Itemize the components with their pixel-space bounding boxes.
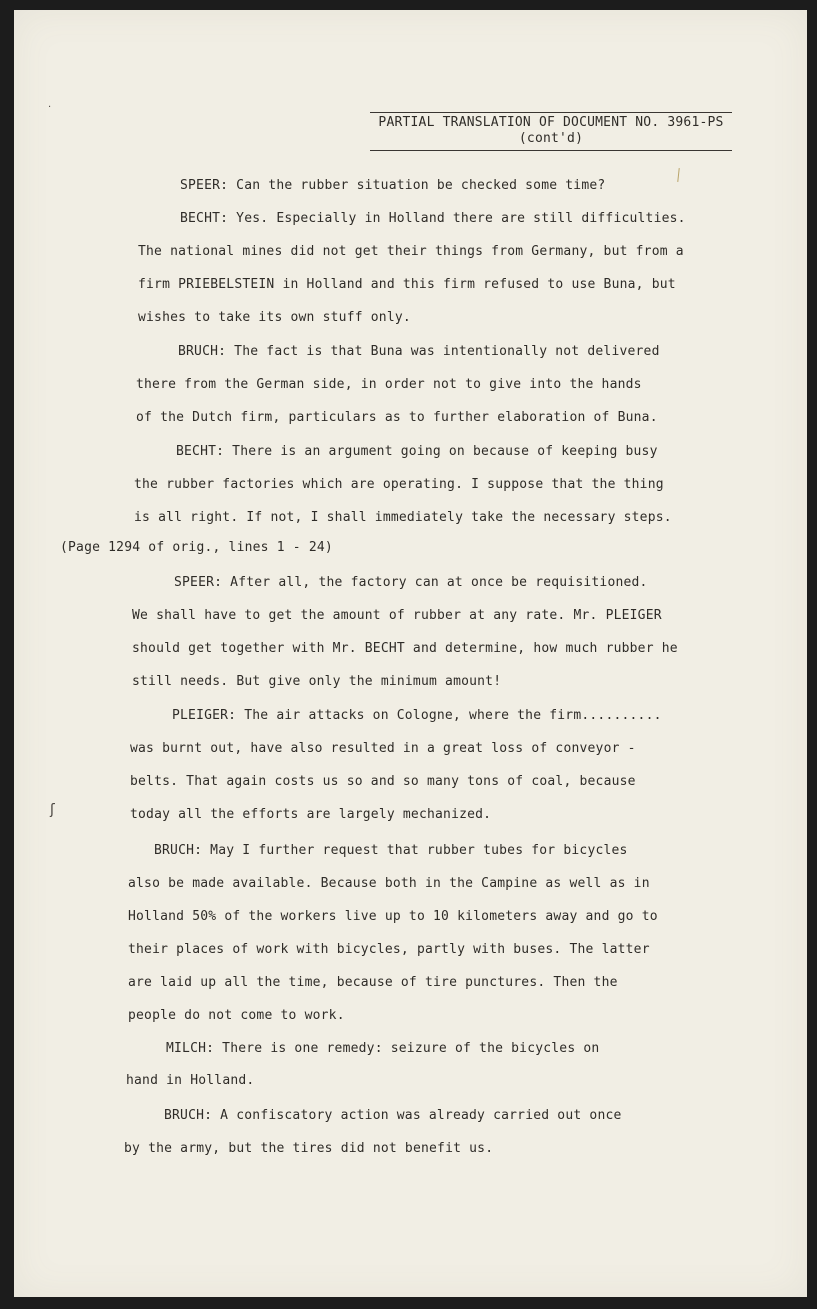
text-line: BRUCH: The fact is that Buna was intentionally not delivered bbox=[178, 344, 660, 359]
text-line: by the army, but the tires did not benefit us. bbox=[124, 1141, 494, 1156]
page-reference: (Page 1294 of orig., lines 1 - 24) bbox=[60, 540, 333, 555]
text-line: is all right. If not, I shall immediately take the necessary steps. bbox=[134, 510, 672, 525]
header-rule-bottom bbox=[370, 150, 732, 151]
text-line: people do not come to work. bbox=[128, 1008, 345, 1023]
text-line: SPEER: After all, the factory can at once be requisitioned. bbox=[174, 575, 648, 590]
text-line: BRUCH: A confiscatory action was already carried out once bbox=[164, 1108, 622, 1123]
text-line: are laid up all the time, because of tire punctures. Then the bbox=[128, 975, 618, 990]
text-line: was burnt out, have also resulted in a great loss of conveyor - bbox=[130, 741, 636, 756]
text-line: also be made available. Because both in the Campine as well as in bbox=[128, 876, 650, 891]
pencil-mark bbox=[677, 168, 679, 182]
text-line: belts. That again costs us so and so many tons of coal, because bbox=[130, 774, 636, 789]
text-line: PLEIGER: The air attacks on Cologne, where the firm.......... bbox=[172, 708, 662, 723]
text-line: Holland 50% of the workers live up to 10 kilometers away and go to bbox=[128, 909, 658, 924]
text-line: BRUCH: May I further request that rubber tubes for bicycles bbox=[154, 843, 628, 858]
document-header bbox=[370, 112, 732, 151]
stray-mark: · bbox=[48, 102, 52, 113]
document-page bbox=[14, 10, 807, 1297]
header-rule-top bbox=[370, 112, 732, 113]
text-line: wishes to take its own stuff only. bbox=[138, 310, 411, 325]
text-line: their places of work with bicycles, partly with buses. The latter bbox=[128, 942, 650, 957]
text-line: there from the German side, in order not to give into the hands bbox=[136, 377, 642, 392]
text-line: firm PRIEBELSTEIN in Holland and this firm refused to use Buna, but bbox=[138, 277, 676, 292]
header-title: PARTIAL TRANSLATION OF DOCUMENT NO. 3961-PS bbox=[378, 115, 724, 130]
text-line: The national mines did not get their things from Germany, but from a bbox=[138, 244, 684, 259]
text-line: We shall have to get the amount of rubber at any rate. Mr. PLEIGER bbox=[132, 608, 662, 623]
text-line: BECHT: Yes. Especially in Holland there are still difficulties. bbox=[180, 211, 686, 226]
text-line: still needs. But give only the minimum amount! bbox=[132, 674, 502, 689]
text-line: SPEER: Can the rubber situation be checked some time? bbox=[180, 178, 606, 193]
text-line: hand in Holland. bbox=[126, 1073, 255, 1088]
text-line: of the Dutch firm, particulars as to further elaboration of Buna. bbox=[136, 410, 658, 425]
text-line: BECHT: There is an argument going on because of keeping busy bbox=[176, 444, 658, 459]
text-line: the rubber factories which are operating. I suppose that the thing bbox=[134, 477, 664, 492]
header-continued: (cont'd) bbox=[518, 131, 584, 146]
text-line: today all the efforts are largely mechanized. bbox=[130, 807, 492, 822]
text-line: MILCH: There is one remedy: seizure of the bicycles on bbox=[166, 1041, 600, 1056]
margin-mark: ʃ bbox=[50, 802, 55, 818]
text-line: should get together with Mr. BECHT and determine, how much rubber he bbox=[132, 641, 678, 656]
